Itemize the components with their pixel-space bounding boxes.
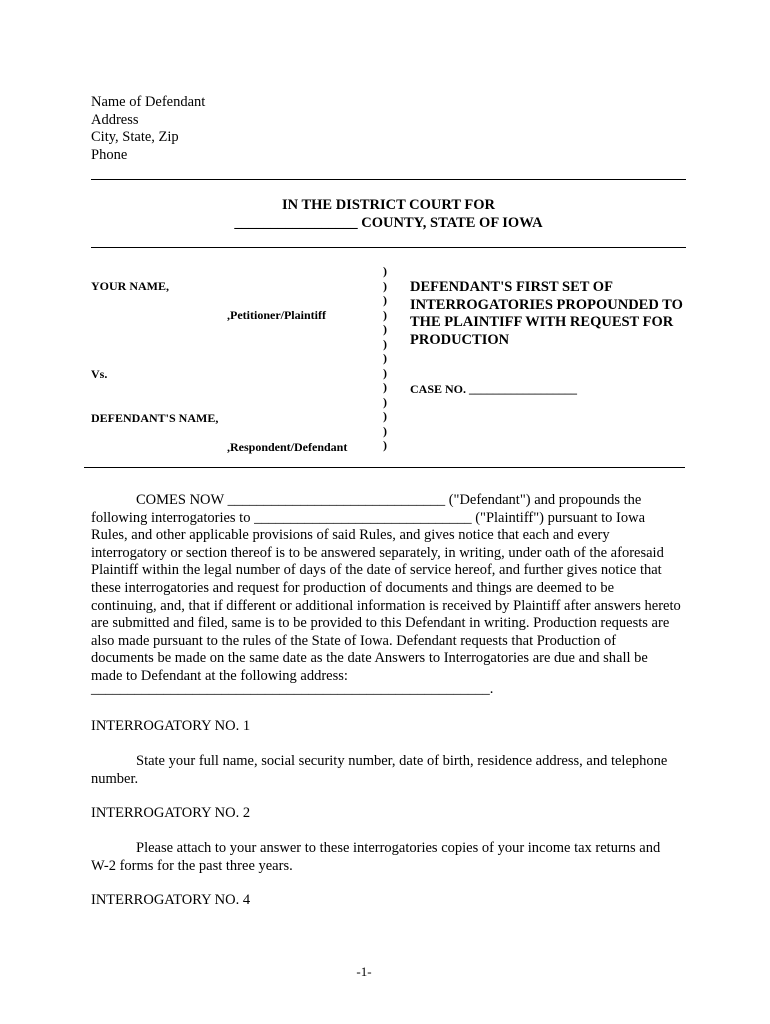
paren: ): [383, 278, 387, 293]
paren: ): [383, 336, 387, 351]
divider-caption: [84, 467, 685, 468]
plaintiff-name: YOUR NAME,: [91, 279, 169, 293]
divider-top: [91, 179, 686, 180]
case-number: CASE NO. __________________: [410, 382, 578, 396]
court-heading: [91, 197, 686, 232]
paren: ): [383, 365, 387, 380]
page-number: -1-: [356, 964, 372, 979]
paren: ): [383, 438, 387, 452]
address-line: _______________________________________________________.: [91, 681, 494, 697]
document-title: DEFENDANT'S FIRST SET OF INTERROGATORIES PROPOUNDED TO THE PLAINTIFF WITH REQUEST FOR PRODUCTION: [410, 279, 683, 348]
court-line-2: _________________ COUNTY, STATE OF IOWA: [234, 214, 543, 231]
paren: ): [383, 394, 387, 409]
defendant-role: ,Respondent/Defendant: [227, 440, 348, 454]
interrogatory-1-text: State your full name, social security number, date of birth, residence address, and telephone number.: [91, 753, 668, 787]
sender-phone: Phone: [91, 146, 128, 163]
plaintiff-role: ,Petitioner/Plaintiff: [227, 308, 326, 322]
interrogatory-2-heading: INTERROGATORY NO. 2: [91, 805, 251, 821]
paren: ): [383, 409, 387, 423]
sender-address: Address: [91, 111, 139, 128]
sender-city-state-zip: City, State, Zip: [91, 129, 179, 145]
interrogatory-2-text: Please attach to your answer to these interrogatories copies of your income tax returns and W-2 forms for the past three years.: [91, 840, 661, 874]
paren: ): [383, 264, 387, 278]
sender-block: [91, 94, 205, 164]
defendant-name: DEFENDANT'S NAME,: [91, 411, 219, 425]
sender-name: Name of Defendant: [91, 94, 206, 110]
paren: ): [383, 307, 387, 322]
divider-court: [91, 247, 686, 248]
intro-paragraph: COMES NOW ______________________________ ("Defendant") and propounds the following interrogatories to ______________________________ ("Plaintiff") pursuant to Iowa Rules, and other applicable provisions of said Rules, and gives notice that each and every interrogatory or section thereof is to be answered separately, in writing, under oath of the aforesaid Plaintiff within the legal number of days of the date of service hereof, and further gives notice that these interrogatories and request for production of documents and things are deemed to be continuing, and, that if different or additional information is received by Plaintiff after answers hereto are submitted and filed, same is to be provided to this Defendant in writing. Production requests are also made pursuant to the rules of the State of Iowa. Defendant requests that Production of documents be made on the same date as the date Answers to Interrogatories are due and shall be made to Defendant at the following address:: [91, 492, 681, 684]
paren: ): [383, 423, 387, 438]
court-line-1: IN THE DISTRICT COURT FOR: [281, 197, 496, 213]
paren: ): [383, 351, 387, 365]
paren: ): [383, 293, 387, 307]
interrogatory-4-heading: INTERROGATORY NO. 4: [91, 892, 251, 908]
paren: ): [383, 322, 387, 336]
caption-parentheses: [383, 264, 387, 453]
interrogatory-1-heading: INTERROGATORY NO. 1: [91, 718, 251, 734]
versus-label: Vs.: [91, 367, 108, 381]
paren: ): [383, 380, 387, 394]
